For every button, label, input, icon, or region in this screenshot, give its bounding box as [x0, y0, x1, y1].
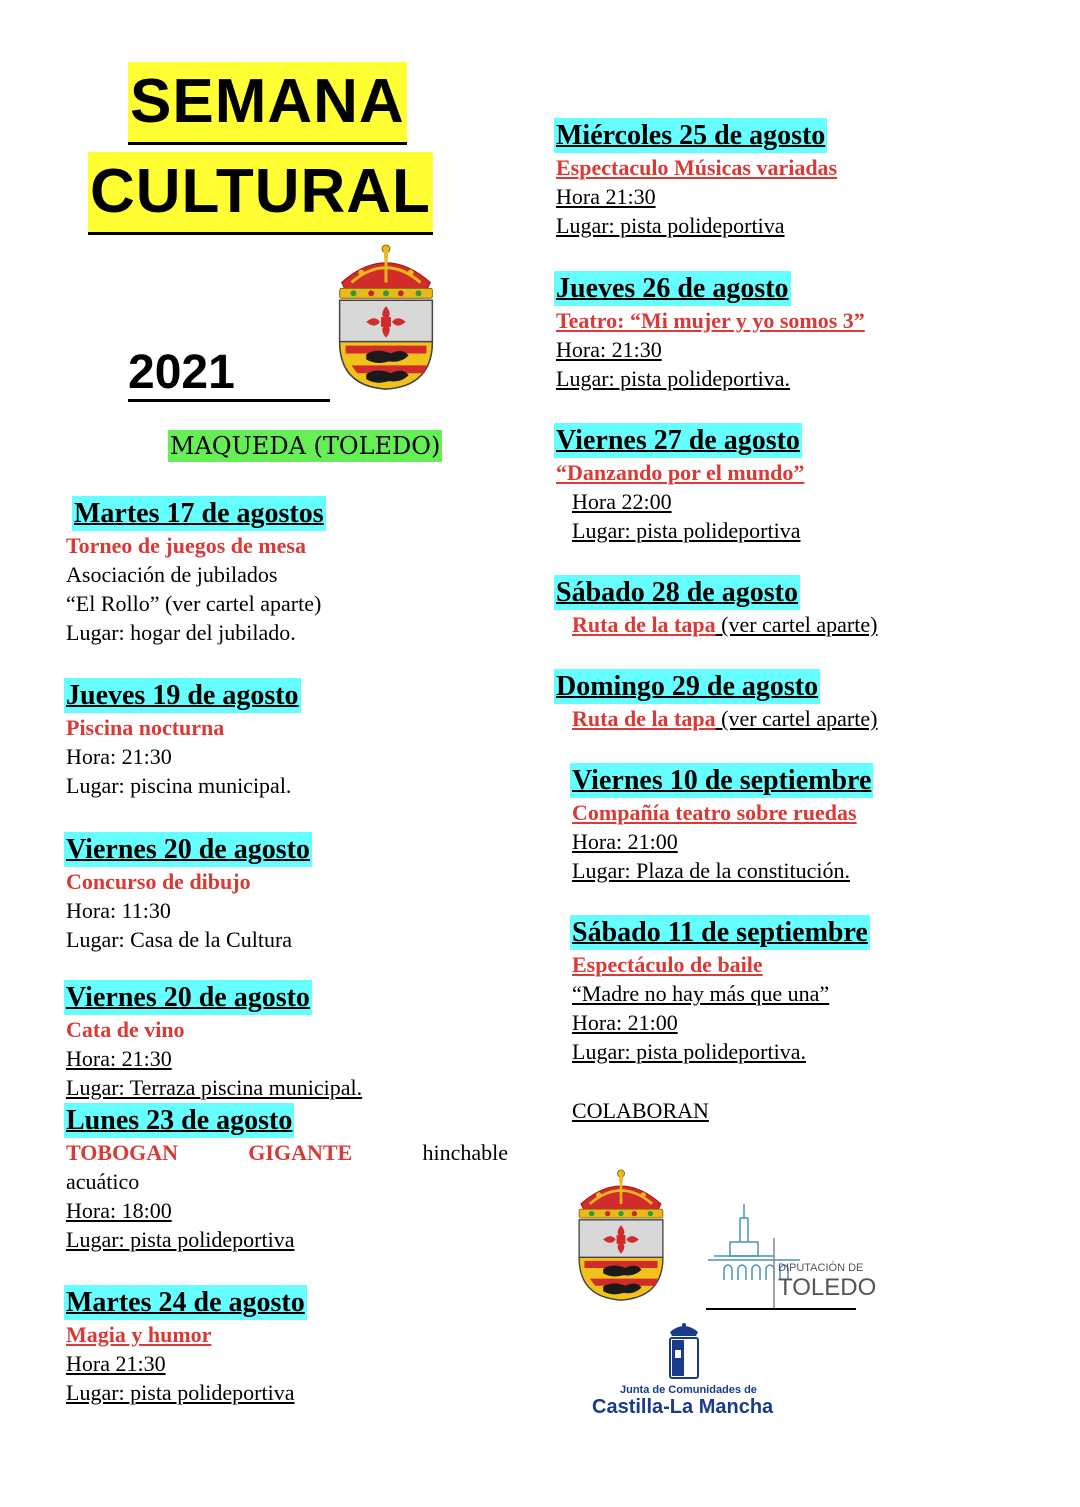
event-line: Asociación de jubilados: [66, 562, 278, 587]
event-lunes-23: [66, 1103, 508, 1254]
event-date: Viernes 20 de agosto: [66, 834, 310, 865]
event-line: Lugar: hogar del jubilado.: [66, 620, 296, 645]
event-activity: Espectaculo Músicas variadas: [556, 155, 838, 180]
event-line: Hora 22:00: [572, 489, 672, 514]
event-miercoles-25: [556, 118, 837, 240]
event-line: Hora: 21:00: [572, 829, 678, 854]
event-date: Martes 17 de agostos: [74, 498, 324, 529]
event-martes-17: [66, 496, 326, 647]
town-label: MAQUEDA (TOLEDO): [170, 432, 441, 460]
event-domingo-29: [556, 669, 877, 733]
event-activity-extra: (ver cartel aparte): [715, 612, 878, 637]
junta-line1: Junta de Comunidades de: [620, 1384, 757, 1396]
event-activity: Piscina nocturna: [66, 715, 225, 740]
event-line: “Madre no hay más que una”: [572, 981, 830, 1006]
event-activity-word: TOBOGAN: [66, 1140, 179, 1165]
event-activity: Ruta de la tapa: [572, 706, 716, 731]
event-date: Martes 24 de agosto: [66, 1287, 305, 1318]
event-date: Domingo 29 de agosto: [556, 671, 819, 702]
title-line-2: CULTURAL: [88, 152, 433, 235]
diputacion-line1: DIPUTACIÓN DE: [778, 1262, 864, 1274]
junta-castilla-la-mancha-logo: [590, 1322, 790, 1422]
event-viernes-10-sep: [572, 763, 873, 885]
event-martes-24: [66, 1285, 307, 1407]
junta-emblem-icon: [662, 1322, 706, 1382]
year-label: 2021: [128, 347, 330, 402]
event-jueves-26: [556, 271, 865, 393]
event-line: Lugar: pista polideportiva: [66, 1380, 295, 1405]
event-date: Viernes 20 de agosto: [66, 982, 310, 1013]
event-activity: Magia y humor: [66, 1322, 212, 1347]
event-sabado-28: [556, 575, 877, 639]
diputacion-line2: TOLEDO: [778, 1274, 877, 1301]
event-date: Sábado 28 de agosto: [556, 577, 798, 608]
event-line: Hora: 21:30: [556, 337, 662, 362]
event-line: acuático: [66, 1169, 140, 1194]
event-line: Lugar: pista polideportiva: [66, 1227, 295, 1252]
event-line: Hora: 21:30: [66, 1046, 172, 1071]
event-line: Lugar: pista polideportiva: [572, 518, 801, 543]
event-line: Hora: 11:30: [66, 898, 171, 923]
event-date: Jueves 26 de agosto: [556, 273, 789, 304]
event-date: Miércoles 25 de agosto: [556, 120, 826, 151]
event-line: Lugar: pista polideportiva.: [556, 366, 790, 391]
event-date: Viernes 27 de agosto: [556, 425, 800, 456]
event-viernes-20-a: [66, 832, 312, 954]
event-activity: Cata de vino: [66, 1017, 185, 1042]
event-date: Lunes 23 de agosto: [66, 1105, 293, 1136]
event-line: Hora: 21:30: [66, 744, 172, 769]
event-line: Lugar: pista polideportiva: [556, 213, 785, 238]
event-activity: Ruta de la tapa: [572, 612, 716, 637]
event-activity-word: GIGANTE: [248, 1140, 353, 1165]
event-date: Viernes 10 de septiembre: [572, 765, 872, 796]
event-activity-extra: hinchable: [422, 1140, 508, 1165]
coat-of-arms-icon: [330, 243, 442, 391]
event-line: Lugar: Plaza de la constitución.: [572, 858, 850, 883]
event-activity: Espectáculo de baile: [572, 952, 763, 977]
event-activity: Concurso de dibujo: [66, 869, 251, 894]
event-viernes-27: [556, 423, 804, 545]
junta-line2: Castilla-La Mancha: [592, 1396, 774, 1418]
diputacion-building-icon: [704, 1198, 864, 1322]
collab-label: COLABORAN: [572, 1098, 709, 1123]
event-line: Hora: 18:00: [66, 1198, 172, 1223]
event-date: Jueves 19 de agosto: [66, 680, 299, 711]
event-line: Lugar: pista polideportiva.: [572, 1039, 806, 1064]
event-line: “El Rollo” (ver cartel aparte): [66, 591, 322, 616]
event-activity: Teatro: “Mi mujer y yo somos 3”: [556, 308, 865, 333]
event-activity-extra: (ver cartel aparte): [715, 706, 878, 731]
event-activity: Compañía teatro sobre ruedas: [572, 800, 857, 825]
event-line: Lugar: Casa de la Cultura: [66, 927, 293, 952]
event-line: Hora 21:30: [66, 1351, 166, 1376]
event-activity: Torneo de juegos de mesa: [66, 533, 306, 558]
coat-of-arms-icon: [572, 1155, 670, 1315]
event-line: Lugar: piscina municipal.: [66, 773, 292, 798]
event-line: Hora 21:30: [556, 184, 656, 209]
event-sabado-11-sep: [572, 915, 870, 1066]
title-line-1: SEMANA: [128, 62, 407, 145]
event-date: Sábado 11 de septiembre: [572, 917, 868, 948]
diputacion-toledo-logo: [704, 1198, 877, 1322]
event-jueves-19: [66, 678, 301, 800]
event-line: Hora: 21:00: [572, 1010, 678, 1035]
event-viernes-20-b: [66, 980, 362, 1102]
event-activity: “Danzando por el mundo”: [556, 460, 805, 485]
event-line: Lugar: Terraza piscina municipal.: [66, 1075, 363, 1100]
